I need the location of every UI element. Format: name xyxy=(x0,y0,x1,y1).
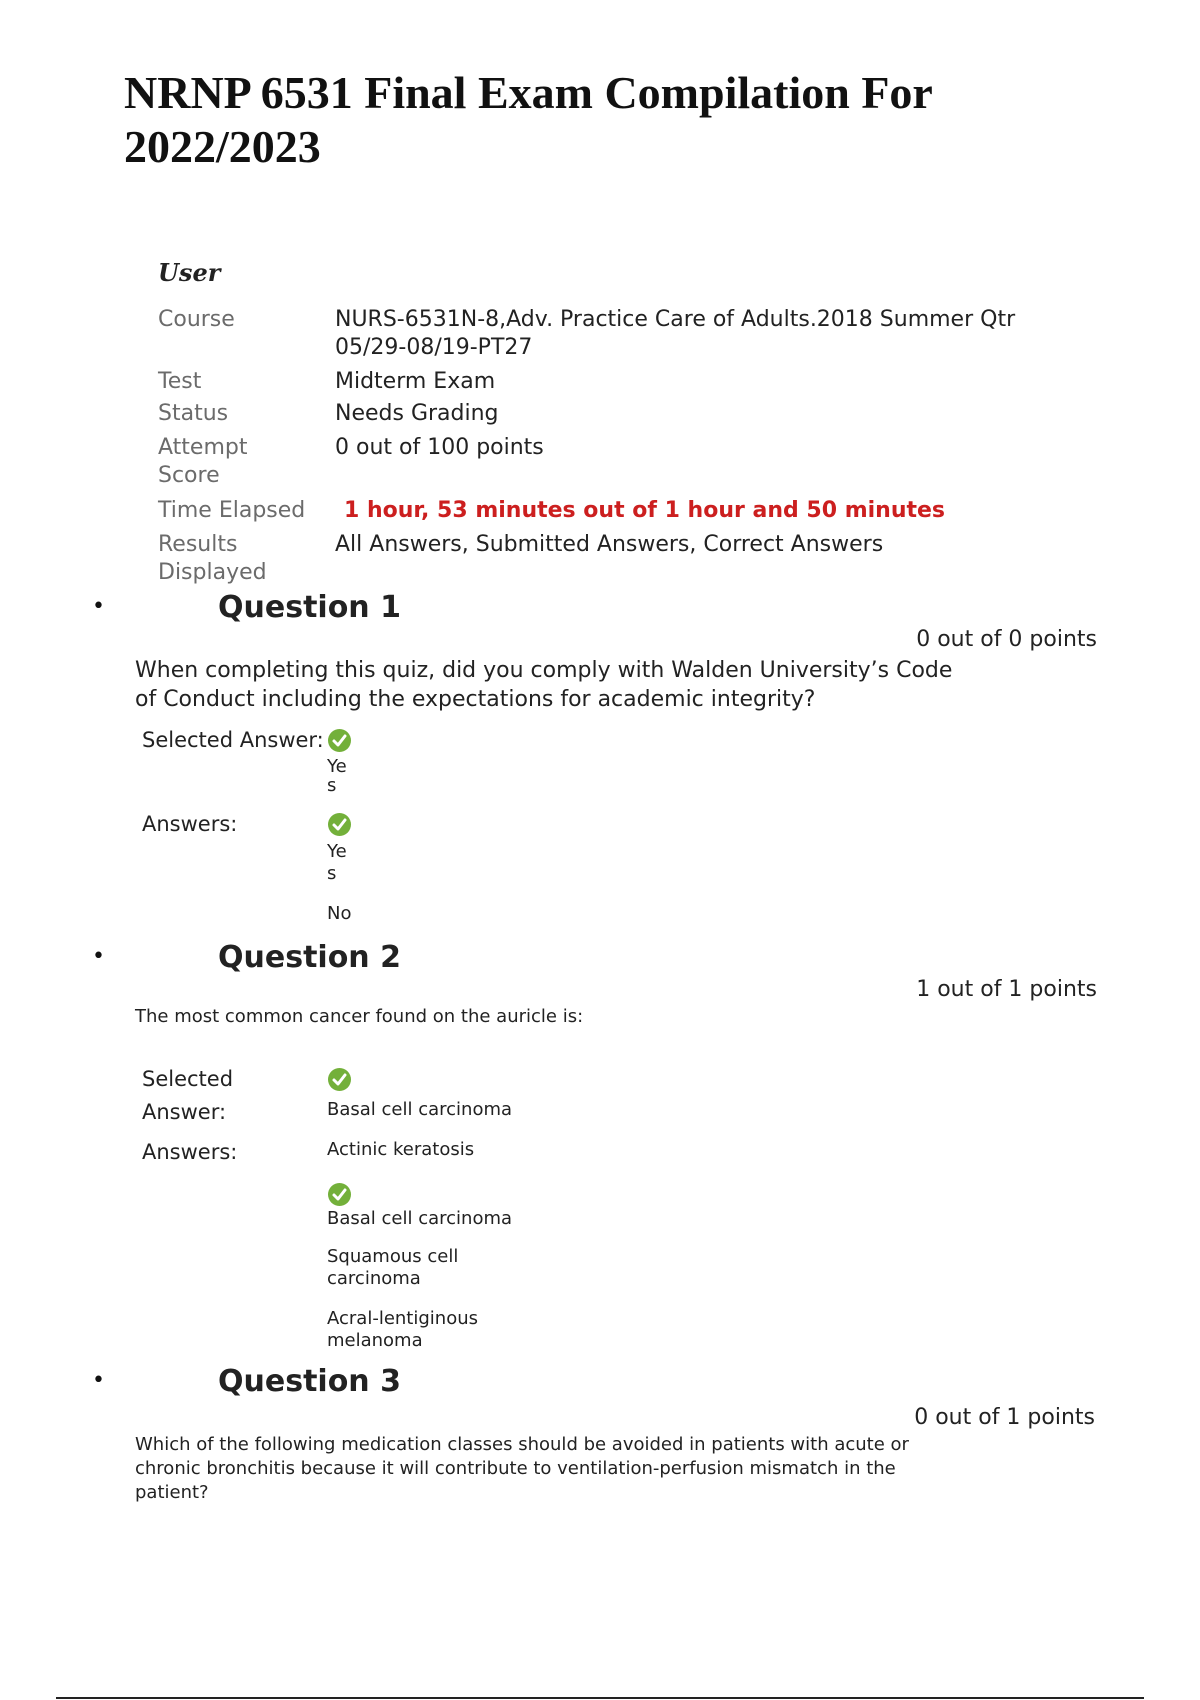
checkmark-circle-icon xyxy=(328,1068,351,1091)
q1-selected-value-line2: s xyxy=(327,775,337,796)
attempt-label-line1: Attempt xyxy=(158,435,248,460)
q1-answer2: No xyxy=(327,903,352,924)
test-value: Midterm Exam xyxy=(335,369,496,394)
q3-bullet: • xyxy=(92,1368,105,1393)
q2-selected-value: Basal cell carcinoma xyxy=(327,1099,513,1120)
q2-answer3-line1: Squamous cell xyxy=(327,1246,459,1267)
q1-points: 0 out of 0 points xyxy=(916,627,1097,652)
q2-answer3-line2: carcinoma xyxy=(327,1268,421,1289)
q2-selected-label-line1: Selected xyxy=(142,1067,234,1091)
checkmark-circle-icon xyxy=(328,1183,351,1206)
q1-answers-label: Answers: xyxy=(142,812,238,836)
q1-selected-answer-label: Selected Answer: xyxy=(142,728,324,752)
q1-answer1-line2: s xyxy=(327,863,337,884)
q1-text-line1: When completing this quiz, did you comply with Walden University’s Code xyxy=(135,658,953,683)
q3-text-line2: chronic bronchitis because it will contribute to ventilation-perfusion mismatch in the xyxy=(135,1458,896,1479)
q2-answer1: Actinic keratosis xyxy=(327,1139,475,1160)
attempt-score-value: 0 out of 100 points xyxy=(335,435,544,460)
results-label-line2: Displayed xyxy=(158,560,267,585)
page-bottom-rule xyxy=(56,1697,1144,1699)
q2-answer4-line2: melanoma xyxy=(327,1330,423,1351)
user-heading: User xyxy=(158,258,221,287)
test-label: Test xyxy=(158,369,202,394)
checkmark-circle-icon xyxy=(328,813,351,836)
time-elapsed-label: Time Elapsed xyxy=(158,498,306,523)
q2-answer4-line1: Acral-lentiginous xyxy=(327,1308,478,1329)
results-label-line1: Results xyxy=(158,532,238,557)
time-elapsed-value: 1 hour, 53 minutes out of 1 hour and 50 minutes xyxy=(344,498,946,523)
course-label: Course xyxy=(158,307,235,332)
q2-points: 1 out of 1 points xyxy=(916,977,1097,1002)
q3-points: 0 out of 1 points xyxy=(914,1405,1095,1430)
q2-selected-label-line2: Answer: xyxy=(142,1100,227,1124)
checkmark-circle-icon xyxy=(328,729,351,752)
q2-answers-label: Answers: xyxy=(142,1140,238,1164)
results-value: All Answers, Submitted Answers, Correct Answers xyxy=(335,532,884,557)
q3-text-line1: Which of the following medication classes should be avoided in patients with acute or xyxy=(135,1434,909,1455)
q2-text: The most common cancer found on the auricle is: xyxy=(135,1006,584,1027)
course-value-line2: 05/29-08/19-PT27 xyxy=(335,335,533,360)
title-text: NRNP 6531 Final Exam Compilation For 2022/2023 xyxy=(124,67,933,172)
q3-text-line3: patient? xyxy=(135,1482,209,1503)
q1-bullet: • xyxy=(92,594,105,619)
q2-answer2: Basal cell carcinoma xyxy=(327,1208,513,1229)
q2-heading: Question 2 xyxy=(218,940,401,975)
status-value: Needs Grading xyxy=(335,401,499,426)
q1-selected-value-line1: Ye xyxy=(327,756,347,777)
page-title xyxy=(124,66,1024,174)
status-label: Status xyxy=(158,401,229,426)
q2-bullet: • xyxy=(92,944,105,969)
q1-answer1-line1: Ye xyxy=(327,841,347,862)
q1-heading: Question 1 xyxy=(218,590,401,625)
course-value-line1: NURS-6531N-8,Adv. Practice Care of Adults.2018 Summer Qtr xyxy=(335,307,1016,332)
q1-text-line2: of Conduct including the expectations for academic integrity? xyxy=(135,687,816,712)
q3-heading: Question 3 xyxy=(218,1364,401,1399)
attempt-label-line2: Score xyxy=(158,463,220,488)
